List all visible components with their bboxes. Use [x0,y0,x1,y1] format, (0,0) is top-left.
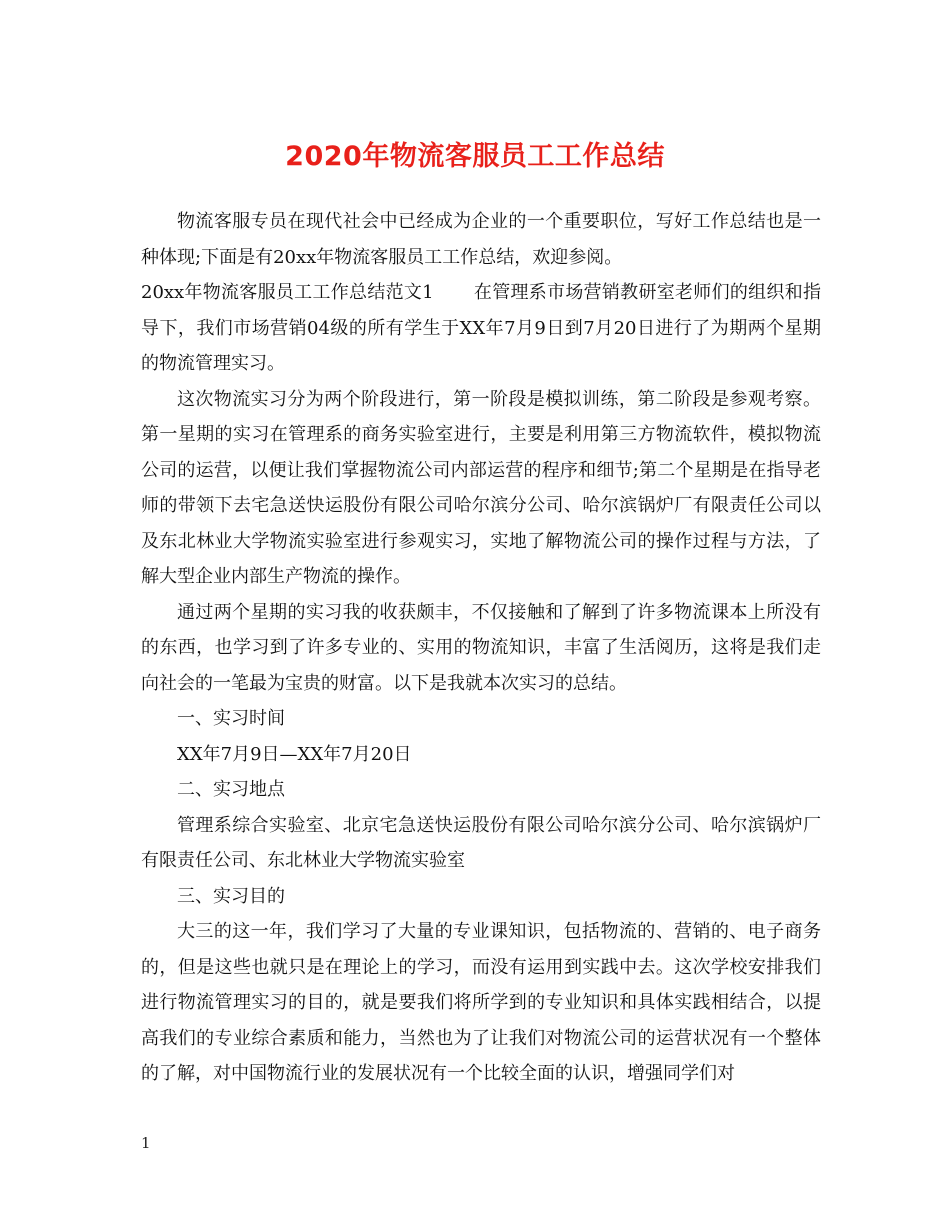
sample-heading: 20xx年物流客服员工工作总结范文1 [141,282,434,303]
sample-paragraph [141,275,821,382]
section-1-heading: 一、实习时间 [177,708,285,729]
page-number: 1 [141,1134,151,1152]
intro-paragraph: 物流客服专员在现代社会中已经成为企业的一个重要职位，写好工作总结也是一种体现;下面是有20xx年物流客服员工工作总结，欢迎参阅。 [141,211,821,268]
section-3-text: 大三的这一年，我们学习了大量的专业课知识，包括物流的、营销的、电子商务的，但是这些也就只是在理论上的学习，而没有运用到实践中去。这次学校安排我们进行物流管理实习的目的，就是要我们将所学到的专业知识和具体实践相结合，以提高我们的专业综合素质和能力，当然也为了让我们对物流公司的运营状况有一个整体的了解，对中国物流行业的发展状况有一个比较全面的认识，增强同学们对 [141,921,821,1084]
paragraph-2: 这次物流实习分为两个阶段进行，第一阶段是模拟训练，第二阶段是参观考察。第一星期的实习在管理系的商务实验室进行，主要是利用第三方物流软件，模拟物流公司的运营，以便让我们掌握物流公司内部运营的程序和细节;第二个星期是在指导老师的带领下去宅急送快运股份有限公司哈尔滨分公司、哈尔滨锅炉厂有限责任公司以及东北林业大学物流实验室进行参观实习，实地了解物流公司的操作过程与方法，了解大型企业内部生产物流的操作。 [141,388,821,587]
paragraph-1: 在管理系市场营销教研室老师们的组织和指导下，我们市场营销04级的所有学生于XX年7月9日到7月20日进行了为期两个星期的物流管理实习。 [141,282,821,374]
document-body [141,204,821,1092]
paragraph-3: 通过两个星期的实习我的收获颇丰，不仅接触和了解到了许多物流课本上所没有的东西，也学习到了许多专业的、实用的物流知识，丰富了生活阅历，这将是我们走向社会的一笔最为宝贵的财富。以下是我就本次实习的总结。 [141,601,821,694]
section-3-heading: 三、实习目的 [177,885,285,907]
section-2-text: 管理系综合实验室、北京宅急送快运股份有限公司哈尔滨分公司、哈尔滨锅炉厂有限责任公司、东北林业大学物流实验室 [141,814,821,871]
document-title: 2020年物流客服员工工作总结 [285,141,665,172]
section-1-text: XX年7月9日—XX年7月20日 [177,743,412,765]
section-2-heading: 二、实习地点 [177,779,285,800]
